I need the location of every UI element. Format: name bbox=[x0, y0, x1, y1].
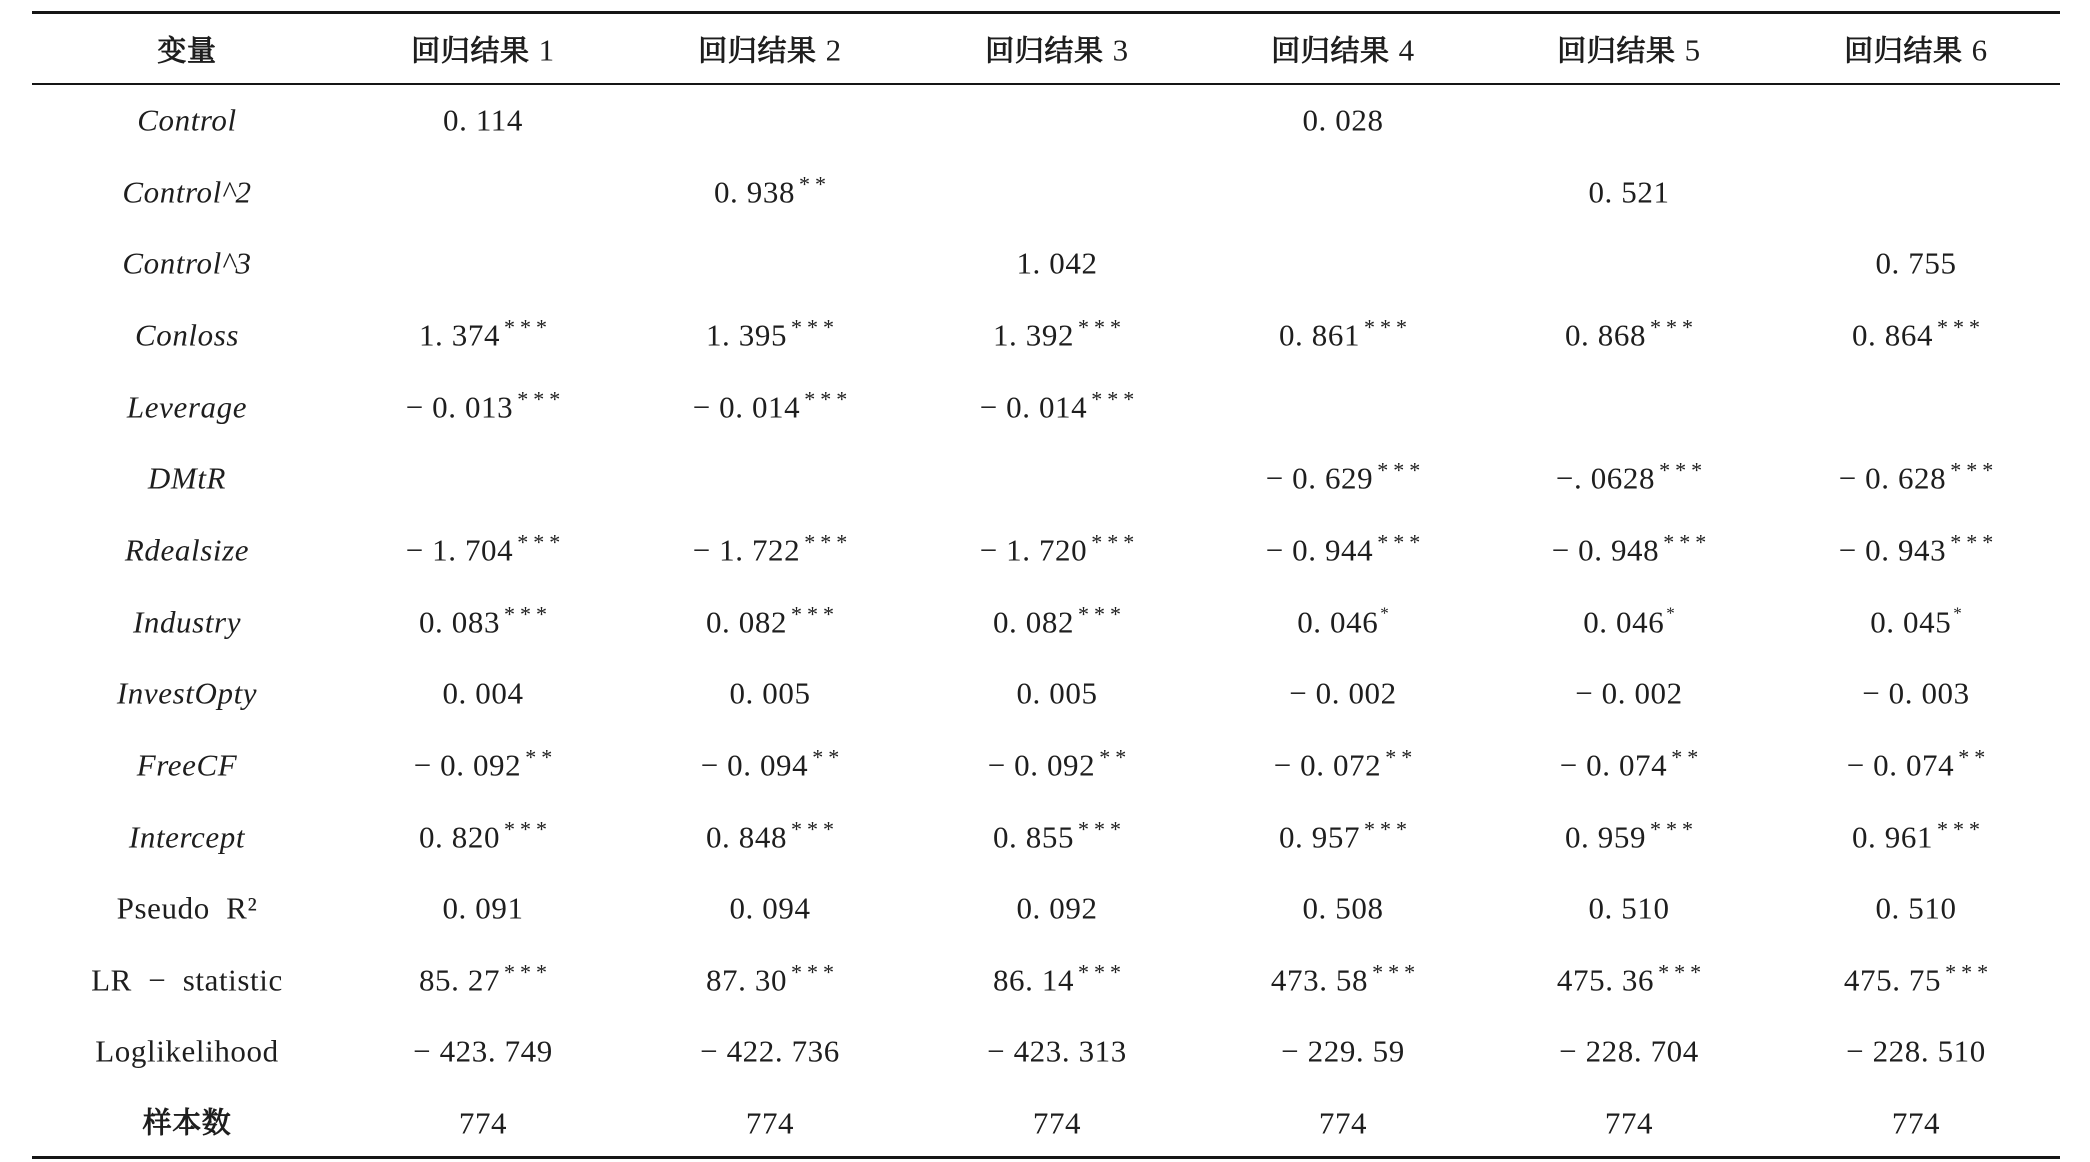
significance-stars: *** bbox=[791, 601, 840, 627]
coefficient-cell bbox=[1032, 1105, 1082, 1141]
coefficient-value: − 1. 704 bbox=[405, 532, 514, 568]
coefficient-cell bbox=[418, 816, 553, 854]
coefficient-value: 1. 392 bbox=[992, 317, 1075, 353]
coefficient-value: 0. 755 bbox=[1875, 245, 1957, 281]
coefficient-value: 0. 005 bbox=[1016, 675, 1098, 711]
header-regression-1 bbox=[411, 32, 555, 68]
coefficient-cell bbox=[1318, 1105, 1368, 1141]
coefficient-cell bbox=[418, 959, 553, 998]
coefficient-value: 0. 005 bbox=[729, 675, 811, 711]
coefficient-cell bbox=[1846, 744, 1991, 783]
coefficient-value: − 0. 092 bbox=[413, 747, 522, 783]
significance-stars: *** bbox=[1650, 816, 1699, 841]
row-label: Conloss bbox=[134, 317, 240, 353]
header-regression-5 bbox=[1557, 32, 1701, 68]
significance-stars: *** bbox=[1377, 529, 1426, 555]
coefficient-cell bbox=[1891, 1105, 1941, 1141]
coefficient-cell bbox=[1278, 314, 1413, 353]
coefficient-cell bbox=[713, 171, 832, 210]
coefficient-cell bbox=[705, 816, 840, 854]
coefficient-value: 774 bbox=[1891, 1105, 1941, 1141]
coefficient-value: 473. 58 bbox=[1270, 962, 1369, 998]
significance-stars: *** bbox=[504, 816, 553, 841]
row-label: Control bbox=[137, 102, 237, 138]
significance-stars: *** bbox=[1364, 314, 1413, 340]
coefficient-cell bbox=[1875, 890, 1957, 926]
significance-stars: *** bbox=[517, 529, 566, 555]
coefficient-value: − 0. 072 bbox=[1273, 747, 1382, 783]
header-number: 4 bbox=[1398, 32, 1415, 68]
top-rule bbox=[32, 11, 2060, 14]
coefficient-cell bbox=[729, 890, 811, 926]
header-regression-3 bbox=[985, 32, 1129, 68]
header-label: 回归结果 bbox=[1557, 33, 1676, 68]
coefficient-value: 0. 861 bbox=[1278, 317, 1361, 353]
coefficient-cell bbox=[992, 601, 1127, 640]
coefficient-value: 774 bbox=[1604, 1105, 1654, 1141]
coefficient-cell bbox=[1270, 959, 1421, 998]
coefficient-value: 774 bbox=[745, 1105, 795, 1141]
coefficient-value: 0. 521 bbox=[1588, 174, 1670, 210]
coefficient-value: − 0. 014 bbox=[979, 389, 1088, 425]
coefficient-value: 0. 820 bbox=[418, 819, 501, 854]
coefficient-cell bbox=[1559, 1033, 1699, 1069]
coefficient-cell bbox=[1556, 959, 1707, 998]
coefficient-value: 86. 14 bbox=[992, 962, 1075, 998]
significance-stars: ** bbox=[1385, 744, 1418, 770]
coefficient-value: − 0. 628 bbox=[1838, 460, 1947, 496]
coefficient-cell bbox=[442, 890, 524, 926]
coefficient-value: − 228. 510 bbox=[1846, 1033, 1986, 1069]
coefficient-value: − 0. 002 bbox=[1289, 675, 1397, 711]
coefficient-cell bbox=[443, 102, 523, 138]
coefficient-value: 0. 114 bbox=[443, 102, 523, 138]
significance-stars: *** bbox=[1950, 529, 1999, 555]
coefficient-cell bbox=[1273, 744, 1418, 783]
coefficient-value: 1. 395 bbox=[705, 317, 788, 353]
coefficient-value: 0. 092 bbox=[1016, 890, 1098, 926]
header-number: 5 bbox=[1684, 32, 1701, 68]
coefficient-cell bbox=[1302, 890, 1384, 926]
significance-stars: *** bbox=[517, 386, 566, 412]
coefficient-cell bbox=[692, 529, 853, 568]
significance-stars: *** bbox=[1364, 816, 1413, 841]
header-number: 1 bbox=[538, 32, 555, 68]
coefficient-cell bbox=[1604, 1105, 1654, 1141]
row-label: Industry bbox=[132, 604, 242, 640]
coefficient-cell bbox=[442, 675, 524, 711]
coefficient-cell bbox=[1016, 675, 1098, 711]
header-number: 2 bbox=[825, 32, 842, 68]
coefficient-value: 0. 045 bbox=[1870, 604, 1952, 640]
coefficient-value: − 0. 014 bbox=[692, 389, 801, 425]
coefficient-value: 0. 855 bbox=[992, 819, 1075, 854]
coefficient-cell bbox=[979, 386, 1140, 425]
coefficient-value: 0. 508 bbox=[1302, 890, 1384, 926]
coefficient-value: 0. 864 bbox=[1851, 317, 1934, 353]
header-number: 3 bbox=[1112, 32, 1129, 68]
coefficient-value: − 0. 092 bbox=[987, 747, 1096, 783]
significance-stars: *** bbox=[1937, 816, 1986, 841]
coefficient-cell bbox=[745, 1105, 795, 1141]
coefficient-value: − 0. 074 bbox=[1846, 747, 1955, 783]
coefficient-value: 0. 938 bbox=[713, 174, 796, 210]
significance-stars: *** bbox=[1078, 314, 1127, 340]
significance-stars: ** bbox=[1671, 744, 1704, 770]
coefficient-cell bbox=[992, 959, 1127, 998]
significance-stars: ** bbox=[525, 744, 558, 770]
coefficient-value: 475. 36 bbox=[1556, 962, 1655, 998]
coefficient-value: 475. 75 bbox=[1843, 962, 1942, 998]
coefficient-cell bbox=[1851, 314, 1986, 353]
coefficient-value: − 422. 736 bbox=[700, 1033, 840, 1069]
significance-stars: *** bbox=[1078, 959, 1127, 985]
significance-stars: *** bbox=[1078, 601, 1127, 627]
coefficient-cell bbox=[1265, 529, 1426, 568]
coefficient-value: 774 bbox=[1032, 1105, 1082, 1141]
coefficient-cell bbox=[1870, 603, 1967, 640]
coefficient-cell bbox=[1302, 102, 1384, 138]
header-variable bbox=[157, 35, 216, 66]
coefficient-value: 0. 083 bbox=[418, 604, 501, 640]
coefficient-cell bbox=[992, 314, 1127, 353]
significance-stars: *** bbox=[1091, 529, 1140, 555]
significance-stars: * bbox=[1666, 603, 1680, 623]
coefficient-value: 774 bbox=[458, 1105, 508, 1141]
coefficient-cell bbox=[1575, 675, 1683, 711]
coefficient-cell bbox=[729, 675, 811, 711]
coefficient-value: − 0. 074 bbox=[1559, 747, 1668, 783]
significance-stars: *** bbox=[804, 529, 853, 555]
coefficient-cell bbox=[1588, 890, 1670, 926]
coefficient-value: 0. 868 bbox=[1564, 317, 1647, 353]
coefficient-value: − 0. 003 bbox=[1862, 675, 1970, 711]
coefficient-cell bbox=[1875, 245, 1957, 281]
header-label: 变量 bbox=[157, 33, 217, 68]
significance-stars: ** bbox=[812, 744, 845, 770]
coefficient-value: 0. 046 bbox=[1297, 604, 1379, 640]
coefficient-cell bbox=[458, 1105, 508, 1141]
significance-stars: *** bbox=[504, 601, 553, 627]
header-label: 回归结果 bbox=[985, 33, 1104, 68]
coefficient-value: 0. 046 bbox=[1583, 604, 1665, 640]
significance-stars: ** bbox=[1099, 744, 1132, 770]
row-label: Rdealsize bbox=[124, 532, 250, 568]
header-regression-6 bbox=[1844, 32, 1988, 68]
coefficient-cell bbox=[987, 1033, 1127, 1069]
significance-stars: * bbox=[1380, 603, 1394, 623]
coefficient-value: − 0. 629 bbox=[1265, 460, 1374, 496]
coefficient-value: 0. 510 bbox=[1588, 890, 1670, 926]
significance-stars: *** bbox=[1950, 457, 1999, 483]
row-label: Control^3 bbox=[122, 245, 252, 281]
row-label: InvestOpty bbox=[116, 675, 258, 711]
coefficient-value: − 0. 948 bbox=[1551, 532, 1660, 568]
coefficient-cell bbox=[405, 529, 566, 568]
significance-stars: *** bbox=[1650, 314, 1699, 340]
header-label: 回归结果 bbox=[698, 33, 817, 68]
row-label: Loglikelihood bbox=[95, 1033, 279, 1069]
coefficient-value: − 423. 749 bbox=[413, 1033, 553, 1069]
row-label: Intercept bbox=[128, 819, 246, 854]
significance-stars: *** bbox=[1658, 959, 1707, 985]
coefficient-value: − 0. 094 bbox=[700, 747, 809, 783]
coefficient-value: 0. 957 bbox=[1278, 819, 1361, 854]
coefficient-cell bbox=[705, 959, 840, 998]
coefficient-value: 0. 091 bbox=[442, 890, 524, 926]
significance-stars: *** bbox=[791, 959, 840, 985]
coefficient-cell bbox=[1851, 816, 1986, 854]
header-label: 回归结果 bbox=[1271, 33, 1390, 68]
coefficient-cell bbox=[1016, 245, 1098, 281]
coefficient-value: 0. 082 bbox=[992, 604, 1075, 640]
significance-stars: ** bbox=[1958, 744, 1991, 770]
coefficient-cell bbox=[1564, 816, 1699, 854]
coefficient-cell bbox=[1278, 816, 1413, 854]
coefficient-cell bbox=[705, 601, 840, 640]
row-label: Pseudo R² bbox=[116, 890, 258, 926]
coefficient-value: − 0. 944 bbox=[1265, 532, 1374, 568]
coefficient-value: 0. 082 bbox=[705, 604, 788, 640]
coefficient-cell bbox=[1281, 1033, 1405, 1069]
coefficient-cell bbox=[1862, 675, 1970, 711]
coefficient-cell bbox=[1559, 744, 1704, 783]
significance-stars: *** bbox=[1937, 314, 1986, 340]
row-label: 样本数 bbox=[142, 1105, 232, 1140]
coefficient-cell bbox=[700, 744, 845, 783]
row-label: LR − statistic bbox=[91, 962, 283, 998]
coefficient-value: 0. 028 bbox=[1302, 102, 1384, 138]
coefficient-cell bbox=[1838, 529, 1999, 568]
significance-stars: *** bbox=[1078, 816, 1127, 841]
header-label: 回归结果 bbox=[1844, 33, 1963, 68]
significance-stars: *** bbox=[791, 816, 840, 841]
coefficient-cell bbox=[979, 529, 1140, 568]
row-label: DMtR bbox=[147, 460, 227, 496]
coefficient-value: − 228. 704 bbox=[1559, 1033, 1699, 1069]
coefficient-cell bbox=[1297, 603, 1394, 640]
coefficient-value: 0. 961 bbox=[1851, 819, 1934, 854]
row-label: FreeCF bbox=[136, 747, 238, 783]
significance-stars: *** bbox=[1372, 959, 1421, 985]
coefficient-value: 1. 374 bbox=[418, 317, 501, 353]
bottom-rule bbox=[32, 1156, 2060, 1159]
significance-stars: *** bbox=[1091, 386, 1140, 412]
significance-stars: *** bbox=[1945, 959, 1994, 985]
coefficient-cell bbox=[1289, 675, 1397, 711]
coefficient-cell bbox=[987, 744, 1132, 783]
coefficient-value: 774 bbox=[1318, 1105, 1368, 1141]
coefficient-cell bbox=[405, 386, 566, 425]
coefficient-cell bbox=[1838, 457, 1999, 496]
coefficient-cell bbox=[700, 1033, 840, 1069]
coefficient-cell bbox=[1564, 314, 1699, 353]
coefficient-value: 0. 094 bbox=[729, 890, 811, 926]
coefficient-value: − 229. 59 bbox=[1281, 1033, 1405, 1069]
row-label: Leverage bbox=[126, 389, 248, 425]
coefficient-cell bbox=[418, 601, 553, 640]
significance-stars: *** bbox=[1659, 457, 1708, 483]
header-number: 6 bbox=[1971, 32, 1988, 68]
coefficient-cell bbox=[1016, 890, 1098, 926]
significance-stars: *** bbox=[804, 386, 853, 412]
coefficient-value: − 0. 002 bbox=[1575, 675, 1683, 711]
coefficient-cell bbox=[1551, 529, 1712, 568]
coefficient-value: − 1. 720 bbox=[979, 532, 1088, 568]
header-rule bbox=[32, 83, 2060, 85]
coefficient-cell bbox=[1555, 457, 1708, 496]
coefficient-value: 87. 30 bbox=[705, 962, 788, 998]
significance-stars: *** bbox=[791, 314, 840, 340]
significance-stars: * bbox=[1953, 603, 1967, 623]
coefficient-cell bbox=[1583, 603, 1680, 640]
significance-stars: *** bbox=[1663, 529, 1712, 555]
coefficient-value: − 423. 313 bbox=[987, 1033, 1127, 1069]
header-regression-4 bbox=[1271, 32, 1415, 68]
coefficient-value: 1. 042 bbox=[1016, 245, 1098, 281]
coefficient-value: 0. 004 bbox=[442, 675, 524, 711]
coefficient-value: 0. 959 bbox=[1564, 819, 1647, 854]
coefficient-value: −. 0628 bbox=[1555, 460, 1656, 496]
coefficient-value: − 0. 943 bbox=[1838, 532, 1947, 568]
coefficient-cell bbox=[1588, 174, 1670, 210]
coefficient-value: − 1. 722 bbox=[692, 532, 801, 568]
header-regression-2 bbox=[698, 32, 842, 68]
coefficient-cell bbox=[992, 816, 1127, 854]
coefficient-cell bbox=[705, 314, 840, 353]
coefficient-cell bbox=[413, 1033, 553, 1069]
coefficient-cell bbox=[1846, 1033, 1986, 1069]
coefficient-value: 0. 510 bbox=[1875, 890, 1957, 926]
coefficient-value: 85. 27 bbox=[418, 962, 501, 998]
significance-stars: ** bbox=[799, 171, 832, 197]
row-label: Control^2 bbox=[122, 174, 252, 210]
header-label: 回归结果 bbox=[411, 33, 530, 68]
significance-stars: *** bbox=[504, 314, 553, 340]
coefficient-cell bbox=[692, 386, 853, 425]
significance-stars: *** bbox=[504, 959, 553, 985]
coefficient-value: − 0. 013 bbox=[405, 389, 514, 425]
coefficient-cell bbox=[418, 314, 553, 353]
coefficient-value: 0. 848 bbox=[705, 819, 788, 854]
coefficient-cell bbox=[413, 744, 558, 783]
coefficient-cell bbox=[1265, 457, 1426, 496]
coefficient-cell bbox=[1843, 959, 1994, 998]
significance-stars: *** bbox=[1377, 457, 1426, 483]
